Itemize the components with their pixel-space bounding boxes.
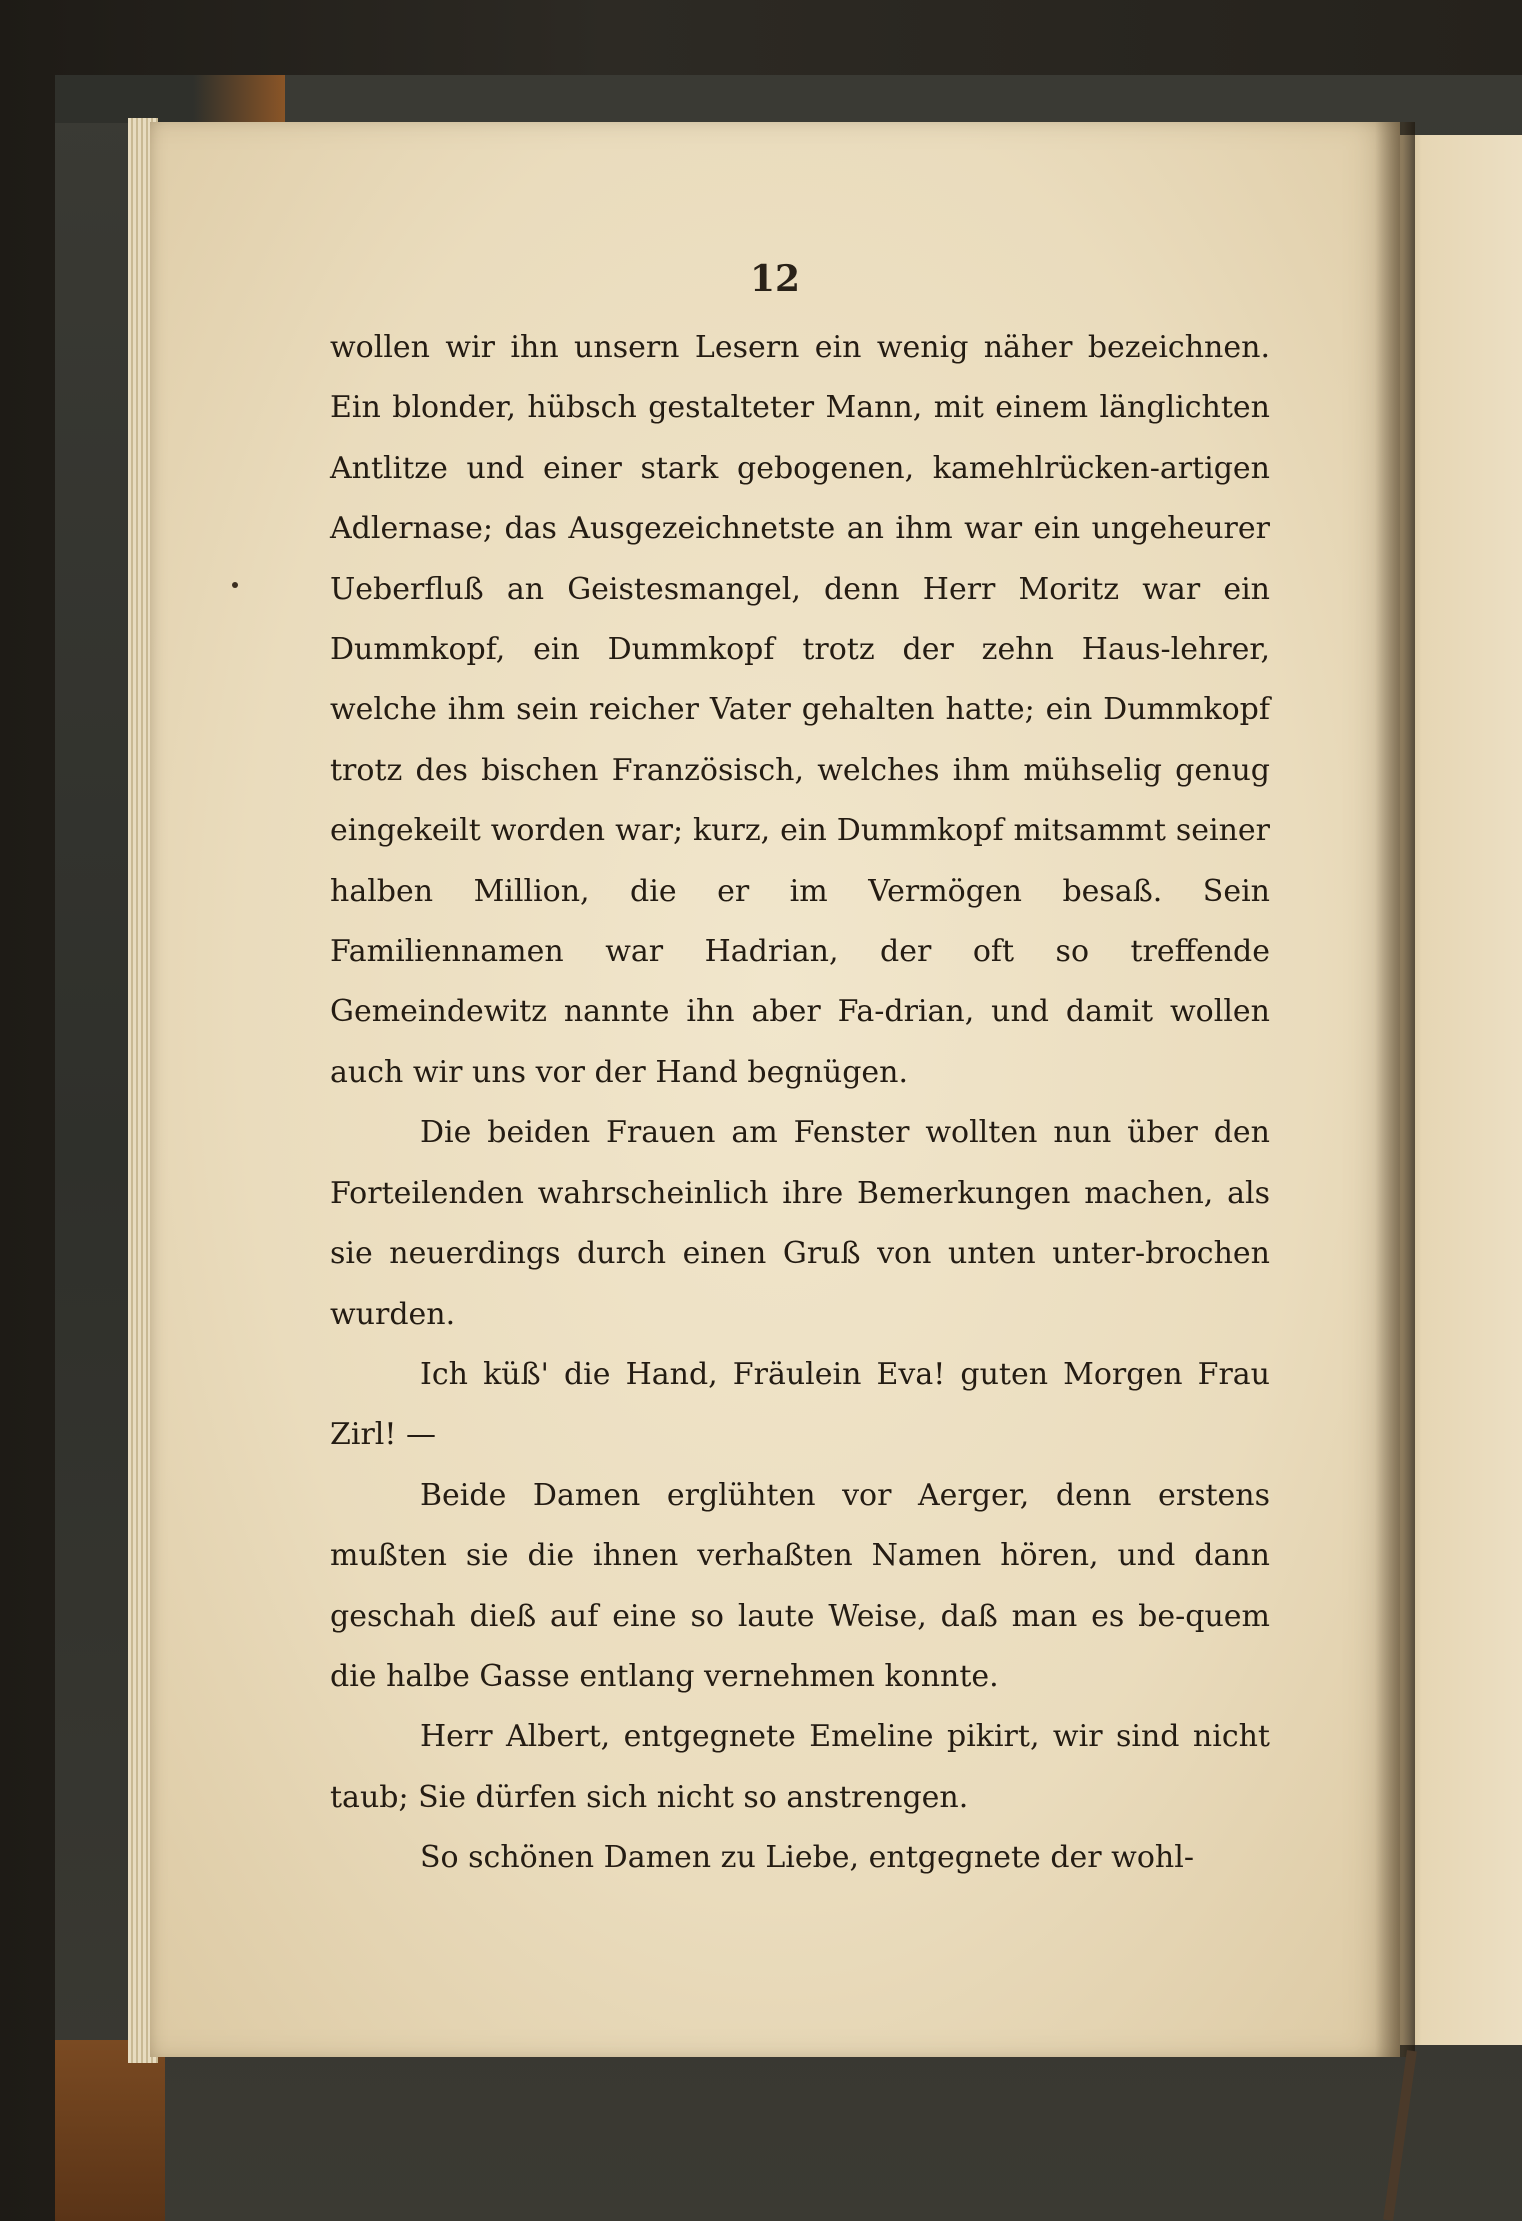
cover-corner-top — [55, 75, 285, 123]
body-text — [330, 318, 1270, 1889]
ink-speck — [232, 582, 238, 588]
cover-corner-bottom — [55, 2040, 165, 2221]
paragraph-2: Die beiden Frauen am Fenster wollten nun über den Forteilenden wahrscheinlich ihre Bemerkungen machen, als sie neuerdings durch einen Gruß von unten unter-brochen wurden. — [330, 1115, 1270, 1332]
paragraph-4: Beide Damen erglühten vor Aerger, denn erstens mußten sie die ihnen verhaßten Namen hören, und dann geschah dieß auf eine so laute Weise, daß man es be-quem die halbe Gasse entlang vernehmen konnte. — [330, 1477, 1270, 1694]
facing-page-edge — [1400, 135, 1522, 2045]
paragraph-6: So schönen Damen zu Liebe, entgegnete der wohl- — [420, 1840, 1194, 1876]
paragraph-1: wollen wir ihn unsern Lesern ein wenig näher bezeichnen. Ein blonder, hübsch gestalteter Mann, mit einem länglichten Antlitze und einer stark gebogenen, kamehlrücken-artigen Adlernase; das Ausgezeichnetste an ihm war ein ungeheurer Ueberfluß an Geistesmangel, denn Herr Moritz war ein Dummkopf, ein Dummkopf trotz der zehn Haus-lehrer, welche ihm sein reicher Vater gehalten hatte; ein Dummkopf trotz des bischen Französisch, welches ihm mühselig genug eingekeilt worden war; kurz, ein Dummkopf mitsammt seiner halben Million, die er im Vermögen besaß. Sein Familiennamen war Hadrian, der oft so treffende Gemeindewitz nannte ihn aber Fa-drian, und damit wollen auch wir uns vor der Hand begnügen. — [330, 330, 1270, 1090]
page-number: 12 — [749, 258, 801, 300]
paragraph-5: Herr Albert, entgegnete Emeline pikirt, wir sind nicht taub; Sie dürfen sich nicht so anstrengen. — [330, 1719, 1270, 1815]
paragraph-3: Ich küß' die Hand, Fräulein Eva! guten Morgen Frau Zirl! — — [330, 1356, 1270, 1453]
gutter-shadow — [1375, 122, 1415, 2057]
